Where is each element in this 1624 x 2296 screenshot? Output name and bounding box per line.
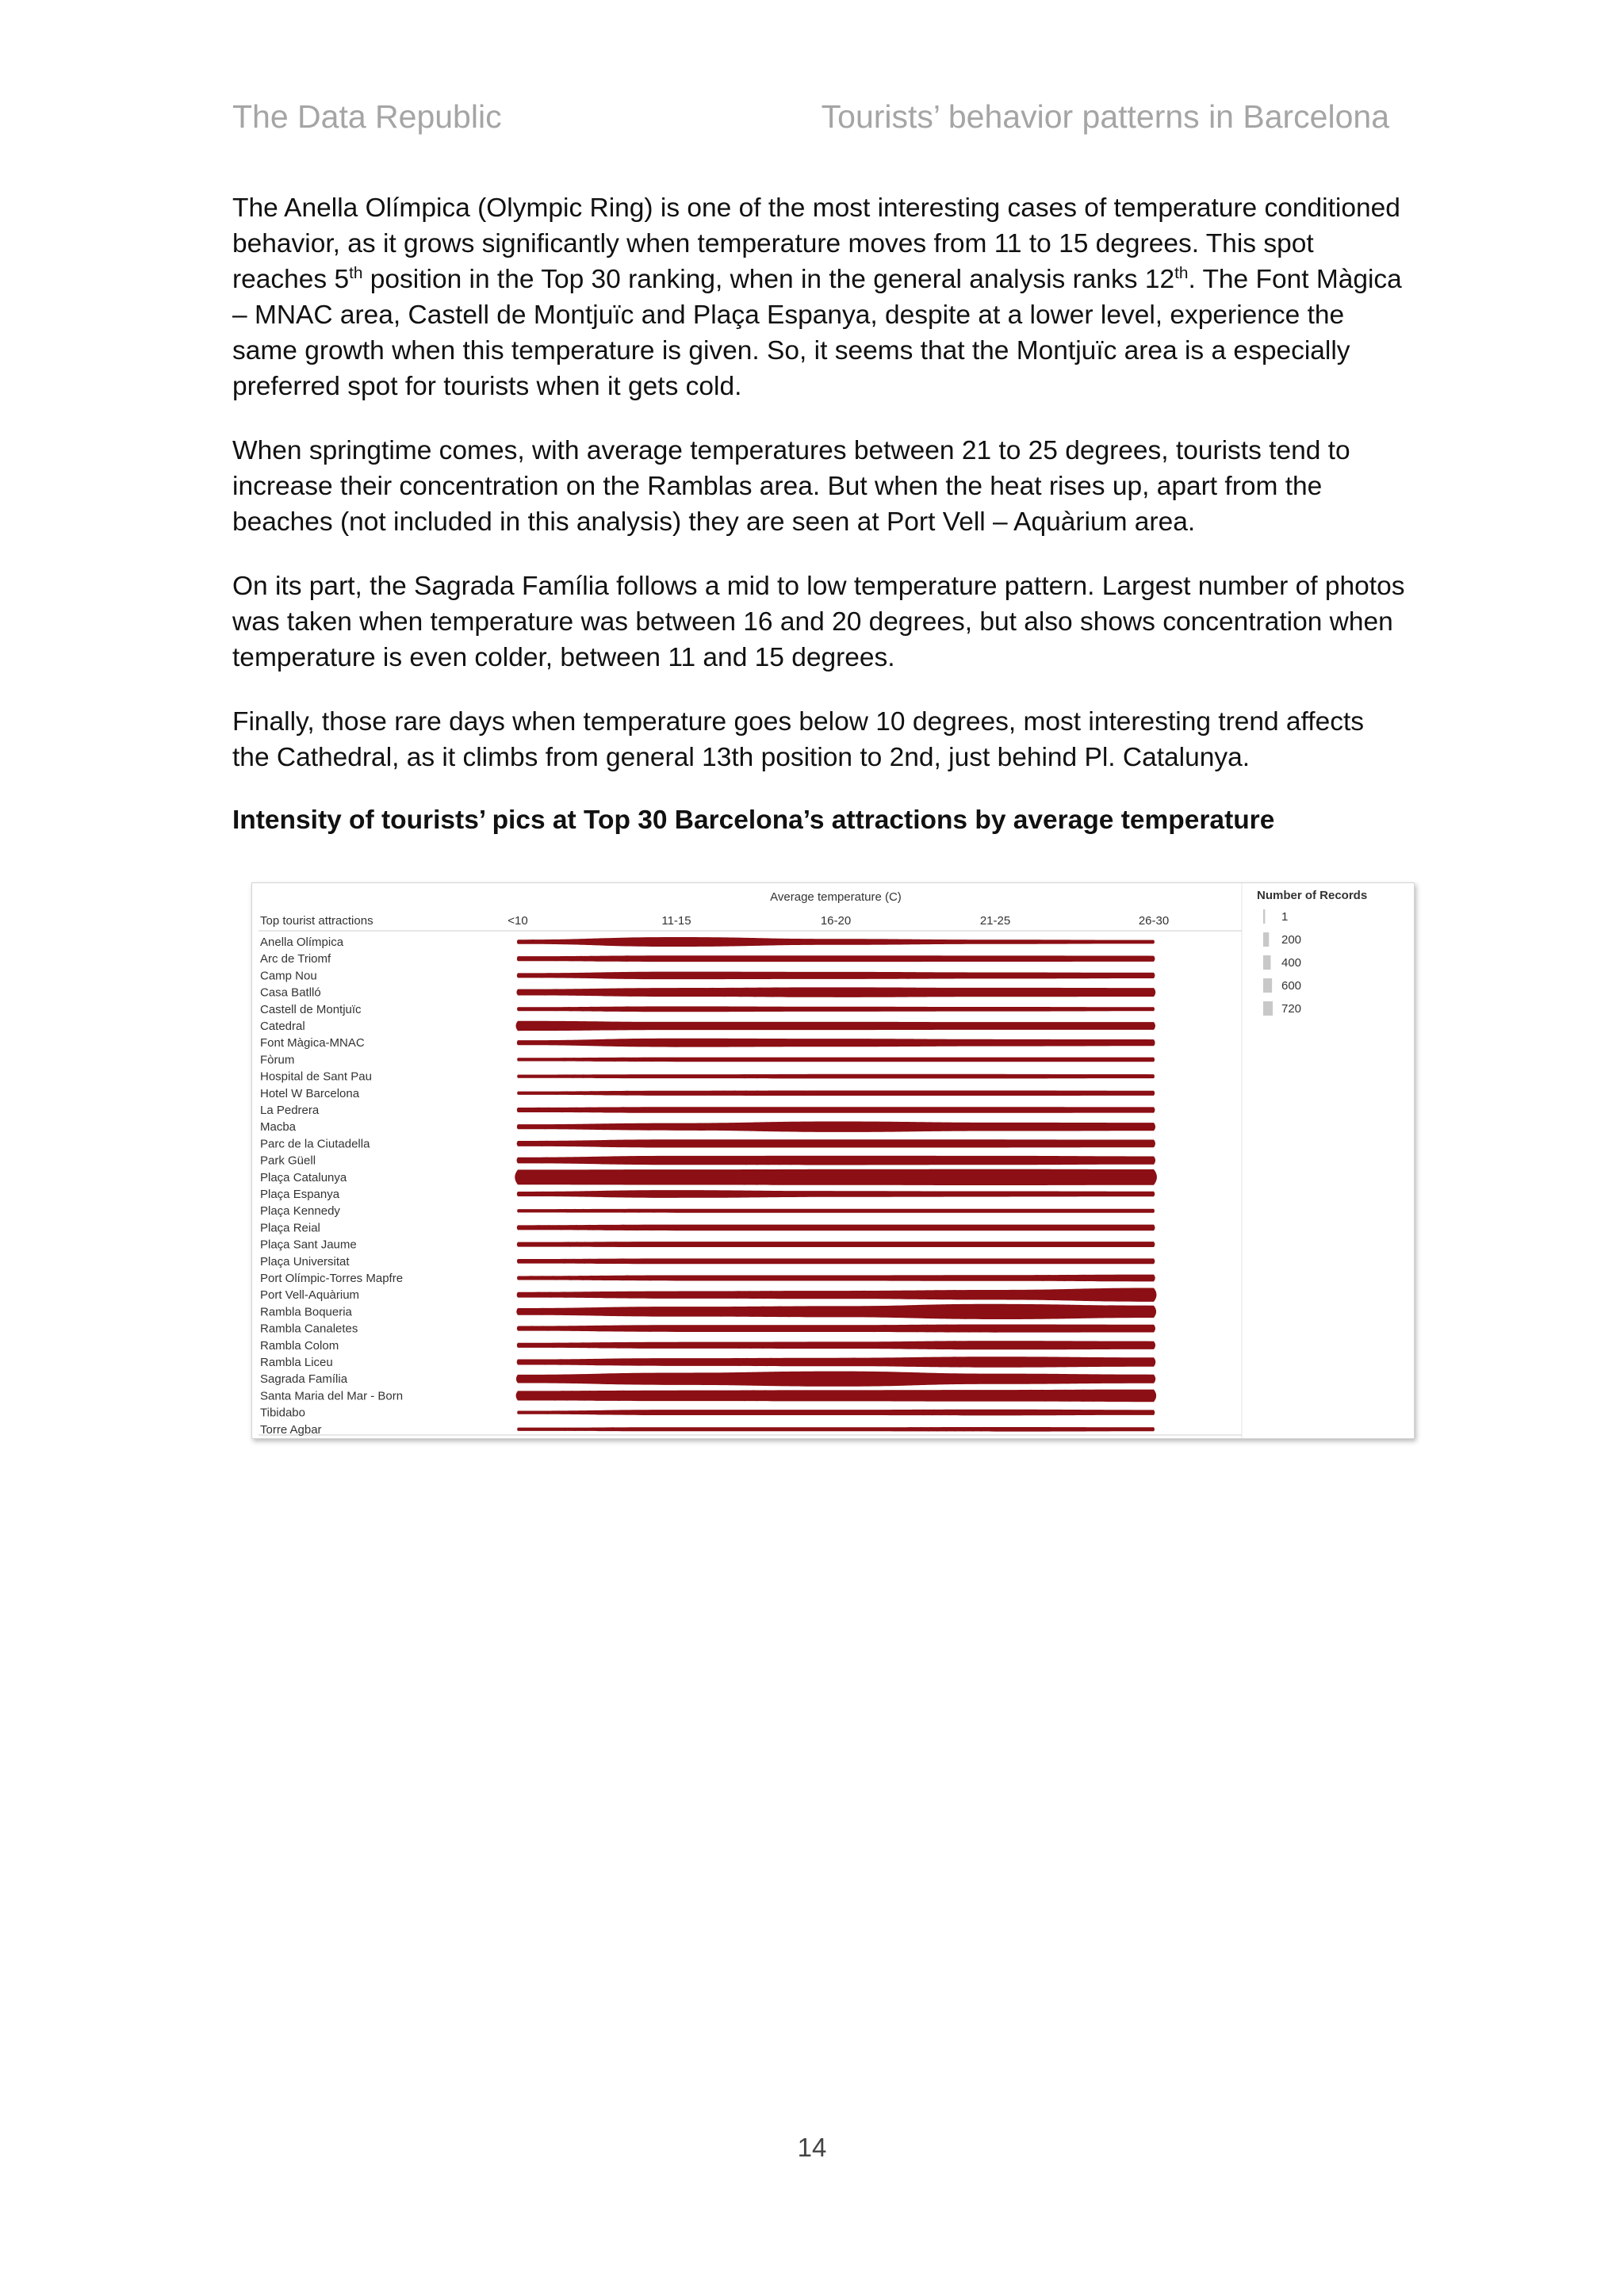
column-label: 11-15 bbox=[661, 914, 691, 928]
legend-value: 400 bbox=[1281, 956, 1302, 970]
intensity-band bbox=[517, 1107, 1155, 1113]
row-label: Plaça Universitat bbox=[260, 1254, 350, 1269]
column-label: 21-25 bbox=[979, 914, 1011, 928]
row-label: Plaça Kennedy bbox=[260, 1204, 340, 1219]
row-label: La Pedrera bbox=[260, 1104, 320, 1117]
paragraph-text: The Anella Olímpica (Olympic Ring) is one of the most interesting cases of temperature conditioned behavior, as it grows significantly when temperature moves from 11 to 15 degrees. This spot reaches 5 bbox=[232, 193, 1400, 294]
chart-title: Intensity of tourists’ pics at Top 30 Barcelona’s attractions by average temperature bbox=[232, 806, 1275, 835]
running-header-title: The Data Republic bbox=[232, 98, 502, 135]
intensity-band bbox=[517, 1209, 1155, 1213]
row-label: Torre Agbar bbox=[260, 1422, 322, 1437]
row-label: Camp Nou bbox=[260, 969, 317, 983]
row-label: Parc de la Ciutadella bbox=[260, 1137, 370, 1151]
intensity-band bbox=[517, 1275, 1155, 1282]
row-label: Castell de Montjuïc bbox=[260, 1002, 362, 1016]
row-label: Plaça Sant Jaume bbox=[260, 1238, 357, 1252]
row-label: Santa Maria del Mar - Born bbox=[260, 1389, 404, 1403]
row-label: Tibidabo bbox=[260, 1406, 305, 1420]
legend-swatch bbox=[1263, 978, 1272, 993]
row-label: Port Vell-Aquàrium bbox=[260, 1288, 360, 1303]
row-label: Font Màgica-MNAC bbox=[260, 1036, 365, 1050]
row-label: Anella Olímpica bbox=[260, 936, 344, 949]
intensity-band bbox=[516, 1390, 1157, 1402]
row-label: Rambla Boqueria bbox=[260, 1305, 352, 1319]
legend-swatch bbox=[1263, 909, 1265, 924]
superscript: th bbox=[1174, 263, 1189, 282]
intensity-band bbox=[517, 1039, 1155, 1047]
row-label: Plaça Catalunya bbox=[260, 1170, 347, 1184]
row-label: Arc de Triomf bbox=[260, 952, 331, 966]
paragraph-anella-olimpica bbox=[232, 190, 1406, 404]
intensity-band bbox=[517, 1058, 1155, 1062]
row-label: Hotel W Barcelona bbox=[260, 1086, 360, 1100]
paragraph-springtime: When springtime comes, with average temperatures between 21 to 25 degrees, tourists tend to increase their concentration on the Ramblas area. But when the heat rises up, apart from the beaches (not included in this analysis) they are seen at Port Vell – Aquàrium area. bbox=[232, 436, 1350, 537]
chart-top-label: Average temperature (C) bbox=[770, 890, 902, 904]
row-label: Catedral bbox=[260, 1020, 305, 1033]
legend-value: 1 bbox=[1281, 910, 1289, 924]
row-label: Hospital de Sant Pau bbox=[260, 1070, 372, 1084]
paragraph-text: . The Font Màgica – MNAC area, Castell de Montjuïc and Plaça Espanya, despite at a lower level, experience the same growth when this temperature is given. So, it seems that the Montjuïc area is a especially preferred spot for tourists when it gets cold. bbox=[232, 265, 1402, 401]
intensity-band bbox=[517, 1225, 1155, 1231]
legend-title: Number of Records bbox=[1257, 889, 1368, 902]
row-label: Plaça Espanya bbox=[260, 1188, 340, 1201]
column-label: <10 bbox=[508, 914, 528, 928]
row-label: Port Olímpic-Torres Mapfre bbox=[260, 1272, 404, 1285]
column-label: 26-30 bbox=[1138, 914, 1170, 928]
row-label: Sagrada Família bbox=[260, 1372, 348, 1387]
intensity-band bbox=[517, 955, 1155, 962]
intensity-band bbox=[517, 1074, 1155, 1079]
intensity-band bbox=[517, 1006, 1155, 1012]
intensity-band bbox=[516, 1021, 1155, 1031]
legend-swatch bbox=[1263, 955, 1270, 970]
column-label: 16-20 bbox=[820, 914, 852, 928]
row-label: Fòrum bbox=[260, 1053, 295, 1067]
chart-frame bbox=[251, 882, 1415, 1439]
row-label: Macba bbox=[260, 1120, 297, 1135]
legend-swatch bbox=[1263, 932, 1269, 947]
intensity-band bbox=[517, 1325, 1155, 1333]
intensity-band bbox=[517, 972, 1155, 980]
intensity-band bbox=[516, 987, 1155, 997]
page-number: 14 bbox=[797, 2133, 827, 2162]
body-text bbox=[232, 190, 1406, 867]
intensity-band bbox=[517, 1410, 1155, 1416]
legend-value: 600 bbox=[1281, 979, 1302, 993]
row-header-label: Top tourist attractions bbox=[260, 914, 373, 928]
paragraph-sagrada-familia: On its part, the Sagrada Família follows a mid to low temperature pattern. Largest number of photos was taken when temperature was between 16 and 20 degrees, but also shows concentration when temperature is even colder, between 11 and 15 degrees. bbox=[232, 572, 1405, 672]
row-label: Casa Batlló bbox=[260, 985, 321, 1000]
paragraph-text: position in the Top 30 ranking, when in the general analysis ranks 12 bbox=[362, 265, 1175, 294]
intensity-band bbox=[517, 1091, 1155, 1096]
row-label: Rambla Colom bbox=[260, 1338, 339, 1353]
intensity-band bbox=[516, 1156, 1155, 1165]
row-label: Rambla Canaletes bbox=[260, 1322, 358, 1336]
legend-value: 720 bbox=[1281, 1002, 1302, 1016]
superscript: th bbox=[349, 263, 363, 282]
running-header-subtitle: Tourists’ behavior patterns in Barcelona bbox=[821, 98, 1389, 135]
row-label: Rambla Liceu bbox=[260, 1356, 333, 1369]
intensity-band bbox=[517, 1242, 1155, 1247]
intensity-chart bbox=[252, 883, 1414, 1438]
legend-swatch bbox=[1263, 1001, 1273, 1016]
intensity-band bbox=[517, 1258, 1155, 1264]
legend-value: 200 bbox=[1281, 933, 1302, 947]
intensity-band bbox=[517, 1139, 1155, 1147]
intensity-band bbox=[515, 1169, 1157, 1185]
row-label: Park Güell bbox=[260, 1154, 316, 1168]
row-label: Plaça Reial bbox=[260, 1221, 320, 1235]
intensity-band bbox=[517, 1427, 1155, 1432]
paragraph-cold-days: Finally, those rare days when temperature goes below 10 degrees, most interesting trend affects the Cathedral, as it climbs from general 13th position to 2nd, just behind Pl. Catalunya. bbox=[232, 707, 1365, 772]
